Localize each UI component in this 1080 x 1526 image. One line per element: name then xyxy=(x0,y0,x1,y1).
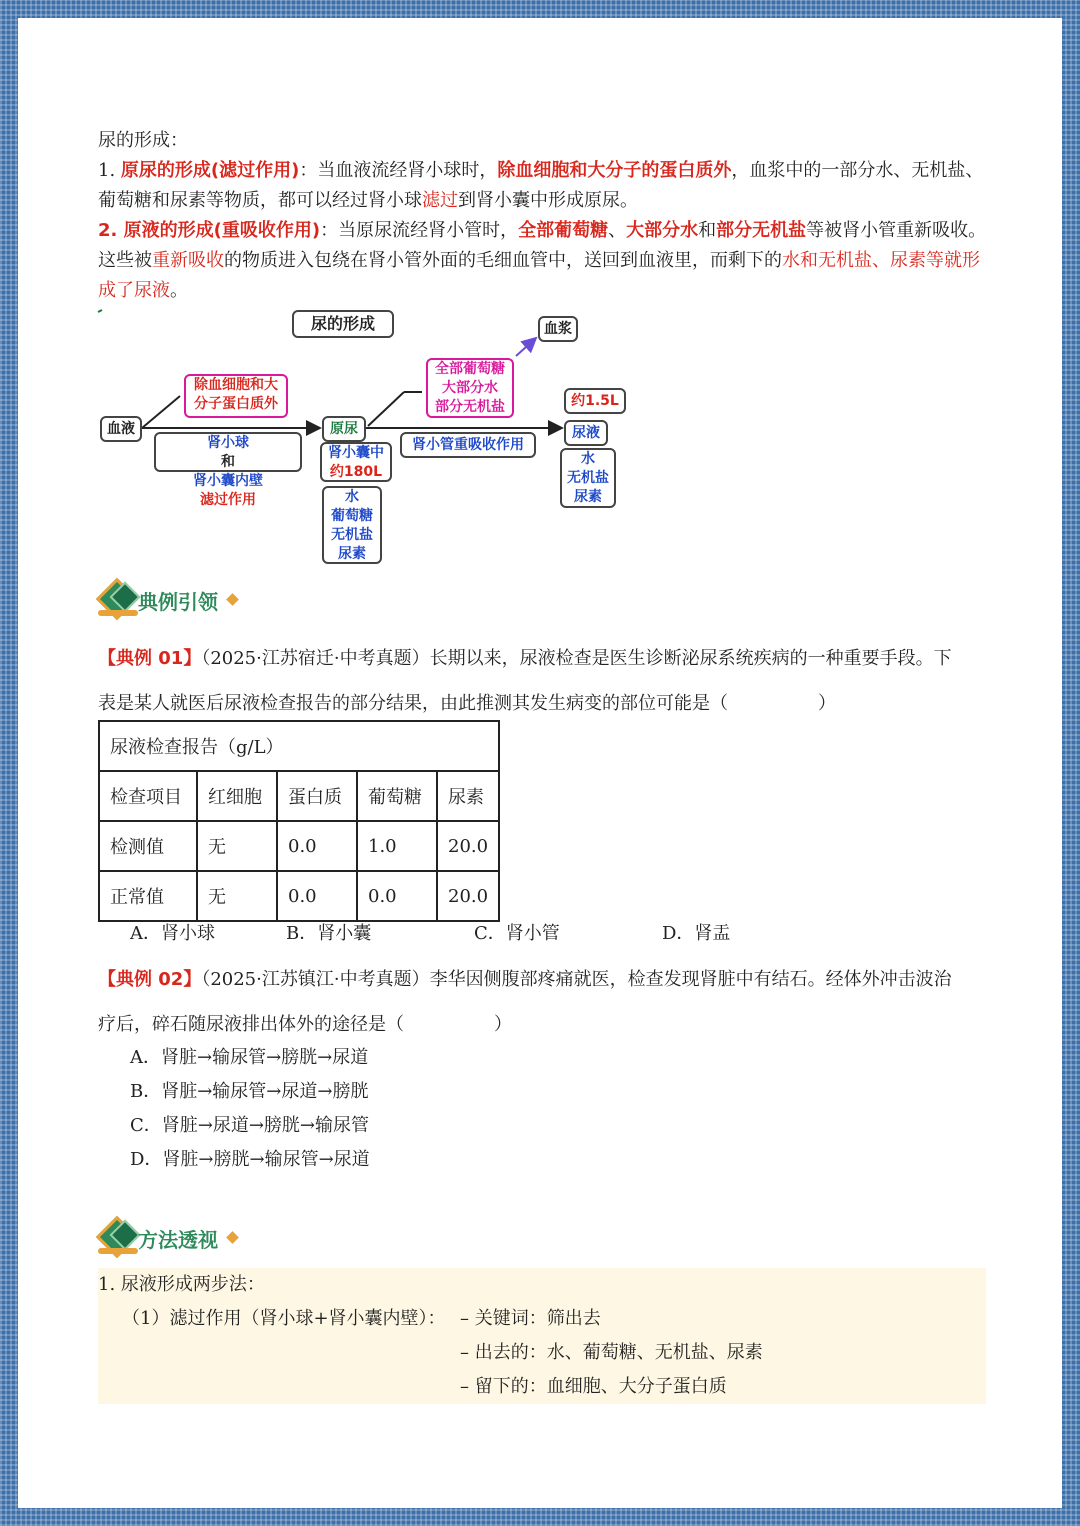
table-cell: 无 xyxy=(197,871,277,921)
node-urine-contents xyxy=(560,448,616,508)
primary-item: 水 xyxy=(345,489,359,505)
p2-emphasis-3: 部分无机盐 xyxy=(716,220,807,241)
table-cell: 20.0 xyxy=(437,871,499,921)
p2-red-2: 水和无机盐、尿素等就形成了尿液 xyxy=(98,250,980,301)
method-box xyxy=(98,1268,986,1404)
method-line-4: – 出去的：水、葡萄糖、无机盐、尿素 xyxy=(460,1342,763,1363)
example-1-option-d: D．肾盂 xyxy=(662,923,731,944)
p1-text-a: ：当血液流经肾小球时， xyxy=(299,160,498,181)
p2-title: 2. 原液的形成(重吸收作用) xyxy=(98,220,321,241)
p2-text-b: 等被肾小管重新吸收。这些被 xyxy=(98,220,987,271)
example-2-option-d: D．肾脏→膀胱→输尿管→尿道 xyxy=(130,1149,370,1170)
reabsorbed-item: 部分无机盐 xyxy=(435,399,505,415)
p2-text-a: ：当原尿流经肾小管时， xyxy=(320,220,519,241)
node-urine: 尿液 xyxy=(564,420,608,446)
section-swoosh-icon xyxy=(98,610,138,616)
section-dot-icon xyxy=(226,593,239,606)
filtration-label: 滤过作用 xyxy=(200,492,256,508)
urine-item: 尿素 xyxy=(574,489,602,505)
example-1-text-1: （2025·江苏宿迁·中考真题）长期以来，尿液检查是医生诊断泌尿系统疾病的一种重要手段。下 xyxy=(201,648,952,669)
filtration-glomerulus: 肾小球 xyxy=(207,435,249,451)
section-heading-method xyxy=(98,1218,258,1258)
table-caption: 尿液检查报告（g/L） xyxy=(99,721,499,771)
p1-red: 滤过 xyxy=(422,190,458,211)
primary-item: 无机盐 xyxy=(331,527,373,543)
primary-item: 葡萄糖 xyxy=(331,508,373,524)
table-header: 红细胞 xyxy=(197,771,277,821)
table-cell: 20.0 xyxy=(437,821,499,871)
method-line-5: – 留下的：血细胞、大分子蛋白质 xyxy=(460,1376,727,1397)
urine-item: 无机盐 xyxy=(567,470,609,486)
capsule-line-1: 肾小囊中 xyxy=(328,445,384,461)
example-1-option-b: B．肾小囊 xyxy=(286,923,372,944)
section-heading-examples xyxy=(98,580,258,620)
primary-item: 尿素 xyxy=(338,546,366,562)
urine-report-table xyxy=(98,720,500,922)
table-cell: 检测值 xyxy=(99,821,197,871)
example-2-text-1: （2025·江苏镇江·中考真题）李华因侧腹部疼痛就医，检查发现肾脏中有结石。经体外冲击波治 xyxy=(201,969,952,990)
node-primary-urine: 原尿 xyxy=(322,416,366,442)
p2-emphasis-1: 全部葡萄糖 xyxy=(518,220,609,241)
p1-title: 原尿的形成(滤过作用) xyxy=(120,160,300,181)
example-2-line-2: 疗后，碎石随尿液排出体外的途径是（ ） xyxy=(98,1014,512,1035)
intro-paragraph-1 xyxy=(98,156,988,216)
intro-paragraph-2 xyxy=(98,216,988,306)
p2-end: 。 xyxy=(170,280,188,301)
example-1-option-a: A．肾小球 xyxy=(130,923,215,944)
node-capsule-volume xyxy=(320,442,392,482)
table-cell: 1.0 xyxy=(357,821,437,871)
filtration-capsule: 肾小囊内壁 xyxy=(193,473,263,489)
example-1-line-2: 表是某人就医后尿液检查报告的部分结果，由此推测其发生病变的部位可能是（ ） xyxy=(98,693,836,714)
section-title: 方法透视 xyxy=(138,1228,218,1252)
p2-and: 和 xyxy=(698,220,717,241)
table-header: 尿素 xyxy=(437,771,499,821)
p2-emphasis-2: 大部分水 xyxy=(626,220,699,241)
table-cell: 0.0 xyxy=(277,871,357,921)
node-primary-contents xyxy=(322,486,382,564)
node-plasma: 血浆 xyxy=(538,316,578,342)
method-line-1: 1. 尿液形成两步法： xyxy=(98,1274,265,1295)
p2-sep: 、 xyxy=(608,220,627,241)
table-header: 葡萄糖 xyxy=(357,771,437,821)
urine-item: 水 xyxy=(581,451,595,467)
example-2-option-a: A．肾脏→输尿管→膀胱→尿道 xyxy=(130,1047,369,1068)
p1-number: 1. xyxy=(98,160,121,181)
example-1-tag: 【典例 01】 xyxy=(98,648,202,669)
table-header: 蛋白质 xyxy=(277,771,357,821)
section-swoosh-icon xyxy=(98,1248,138,1254)
example-2-option-b: B．肾脏→输尿管→尿道→膀胱 xyxy=(130,1081,369,1102)
table-cell: 0.0 xyxy=(277,821,357,871)
p1-text-c: 到肾小囊中形成原尿。 xyxy=(458,190,638,211)
example-2-tag: 【典例 02】 xyxy=(98,969,202,990)
intro-heading: 尿的形成： xyxy=(98,130,188,151)
p2-text-c: 的物质进入包绕在肾小管外面的毛细血管中，送回到血液里，而剩下的 xyxy=(224,250,782,271)
table-cell: 0.0 xyxy=(357,871,437,921)
section-dot-icon xyxy=(226,1231,239,1244)
except-line-2: 分子蛋白质外 xyxy=(194,396,278,412)
table-cell: 正常值 xyxy=(99,871,197,921)
method-line-3: – 关键词：筛出去 xyxy=(460,1308,601,1329)
p1-text-b: ，血浆中的一部分水、无机盐、葡萄糖和尿素等物质，都可以经过肾小球 xyxy=(98,160,984,211)
example-2-option-c: C．肾脏→尿道→膀胱→输尿管 xyxy=(130,1115,370,1136)
filtration-and: 和 xyxy=(221,454,235,470)
reabsorbed-item: 大部分水 xyxy=(442,380,498,396)
example-1-line-1 xyxy=(98,644,988,674)
node-filtration xyxy=(154,432,302,508)
method-line-2: （1）滤过作用（肾小球+肾小囊内壁）： xyxy=(122,1308,446,1329)
section-title: 典例引领 xyxy=(138,590,218,614)
reabsorbed-item: 全部葡萄糖 xyxy=(435,361,505,377)
p1-emphasis: 除血细胞和大分子的蛋白质外 xyxy=(497,160,732,181)
capsule-line-2: 约180L xyxy=(329,464,383,480)
table-cell: 无 xyxy=(197,821,277,871)
example-1-option-c: C．肾小管 xyxy=(474,923,560,944)
p2-red-1: 重新吸收 xyxy=(152,250,224,271)
node-reabsorbed xyxy=(426,358,514,418)
table-header: 检查项目 xyxy=(99,771,197,821)
example-2-line-1 xyxy=(98,965,988,995)
diagram-title: 尿的形成 xyxy=(292,310,394,338)
node-blood: 血液 xyxy=(100,416,142,442)
except-line-1: 除血细胞和大 xyxy=(194,377,278,393)
node-except xyxy=(184,374,288,418)
node-urine-volume: 约1.5L xyxy=(564,388,626,414)
node-tubule-reabsorption: 肾小管重吸收作用 xyxy=(400,432,536,458)
